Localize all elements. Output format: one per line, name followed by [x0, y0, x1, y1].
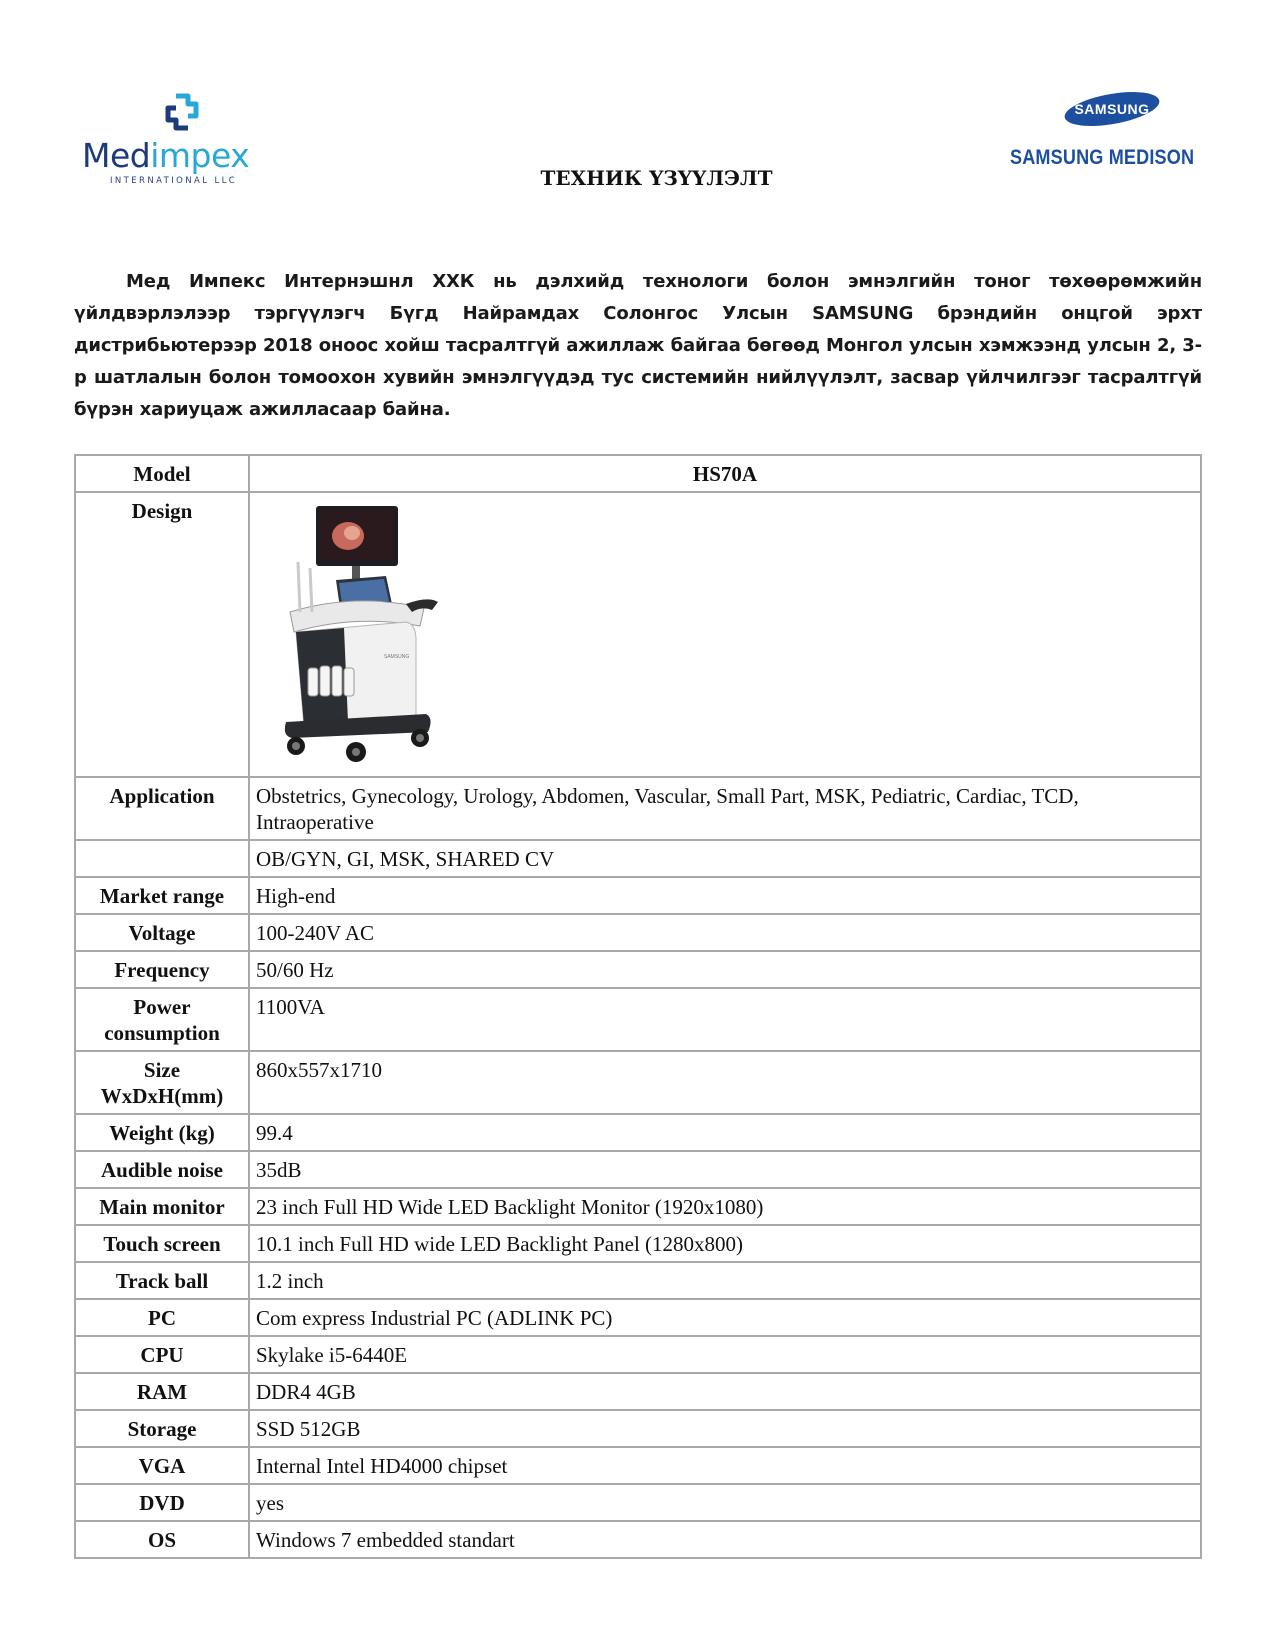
samsung-oval-text: SAMSUNG [1074, 101, 1150, 117]
spec-label: Market range [75, 877, 249, 914]
spec-row [75, 840, 1201, 877]
spec-row-design [75, 492, 1201, 777]
ultrasound-machine-illustration [256, 500, 456, 772]
medimpex-wordmark-part2: impex [150, 136, 250, 175]
spec-value: 860x557x1710 [249, 1051, 1201, 1114]
spec-label [75, 840, 249, 877]
spec-row [75, 951, 1201, 988]
spec-row [75, 777, 1201, 840]
spec-row [75, 1151, 1201, 1188]
spec-row [75, 1447, 1201, 1484]
spec-label: DVD [75, 1484, 249, 1521]
spec-row [75, 1410, 1201, 1447]
spec-value: OB/GYN, GI, MSK, SHARED CV [249, 840, 1201, 877]
spec-label: OS [75, 1521, 249, 1558]
spec-label: Track ball [75, 1262, 249, 1299]
ultrasound-machine-image [256, 500, 456, 772]
spec-row [75, 1262, 1201, 1299]
spec-value: SSD 512GB [249, 1410, 1201, 1447]
spec-row [75, 1299, 1201, 1336]
spec-row [75, 1521, 1201, 1558]
spec-row [75, 988, 1201, 1051]
spec-header-row [75, 455, 1201, 492]
spec-row [75, 1484, 1201, 1521]
spec-label: Size WxDxH(mm) [75, 1051, 249, 1114]
spec-row [75, 1336, 1201, 1373]
spec-label: PC [75, 1299, 249, 1336]
spec-value: Skylake i5-6440E [249, 1336, 1201, 1373]
samsung-oval-icon [1062, 90, 1162, 128]
spec-value: Internal Intel HD4000 chipset [249, 1447, 1201, 1484]
spec-value: DDR4 4GB [249, 1373, 1201, 1410]
spec-label: CPU [75, 1336, 249, 1373]
spec-label: Storage [75, 1410, 249, 1447]
spec-label: Audible noise [75, 1151, 249, 1188]
spec-value: yes [249, 1484, 1201, 1521]
samsung-medison-text: SAMSUNG MEDISON [1010, 146, 1195, 169]
spec-value: 35dB [249, 1151, 1201, 1188]
spec-value: 1100VA [249, 988, 1201, 1051]
spec-value: 99.4 [249, 1114, 1201, 1151]
spec-label: VGA [75, 1447, 249, 1484]
spec-row [75, 1051, 1201, 1114]
page-title-text: ТЕХНИК ҮЗҮҮЛЭЛТ [540, 166, 773, 190]
cart-brand-text: SAMSUNG [384, 654, 410, 660]
spec-header-model-value: HS70A [249, 455, 1201, 492]
spec-label: RAM [75, 1373, 249, 1410]
spec-label: Main monitor [75, 1188, 249, 1225]
spec-row [75, 1225, 1201, 1262]
medimpex-wordmark-part1: Med [82, 136, 151, 175]
spec-value-design [249, 492, 1201, 777]
spec-row [75, 914, 1201, 951]
medimpex-cross-icon [162, 92, 202, 132]
spec-value: 50/60 Hz [249, 951, 1201, 988]
spec-value: Obstetrics, Gynecology, Urology, Abdomen, Vascular, Small Part, MSK, Pediatric, Cardiac, TCD, Intraoperative [249, 777, 1201, 840]
spec-value: High-end [249, 877, 1201, 914]
medimpex-tagline: INTERNATIONAL LLC [110, 176, 238, 186]
spec-value: 23 inch Full HD Wide LED Backlight Monitor (1920x1080) [249, 1188, 1201, 1225]
spec-row [75, 1114, 1201, 1151]
spec-table [74, 454, 1202, 1559]
spec-value: 1.2 inch [249, 1262, 1201, 1299]
spec-value: Windows 7 embedded standart [249, 1521, 1201, 1558]
spec-label-design: Design [75, 492, 249, 777]
page-title [0, 166, 1275, 190]
spec-row [75, 1373, 1201, 1410]
spec-value: 10.1 inch Full HD wide LED Backlight Panel (1280x800) [249, 1225, 1201, 1262]
spec-row [75, 877, 1201, 914]
spec-label: Power consumption [75, 988, 249, 1051]
spec-label: Frequency [75, 951, 249, 988]
spec-label: Weight (kg) [75, 1114, 249, 1151]
spec-label: Voltage [75, 914, 249, 951]
spec-label: Touch screen [75, 1225, 249, 1262]
spec-row [75, 1188, 1201, 1225]
spec-value: Com express Industrial PC (ADLINK PC) [249, 1299, 1201, 1336]
intro-paragraph: Мед Импекс Интернэшнл ХХК нь дэлхийд технологи болон эмнэлгийн тоног төхөөрөмжийн үйлдвэрлэлээр тэргүүлэгч Бүгд Найрамдах Солонгос Улсын SAMSUNG брэндийн онцгой эрхт дистрибьютерээр 2018 оноос хойш тасралтгүй ажиллаж байгаа бөгөөд Монгол улсын хэмжээнд улсын 2, 3-р шатлалын болон томоохон хувийн эмнэлгүүдэд тус системийн нийлүүлэлт, засвар үйлчилгээг тасралтгүй бүрэн хариуцаж ажилласаар байна. [74, 271, 1202, 420]
spec-header-model-label: Model [75, 455, 249, 492]
spec-value: 100-240V AC [249, 914, 1201, 951]
spec-label: Application [75, 777, 249, 840]
